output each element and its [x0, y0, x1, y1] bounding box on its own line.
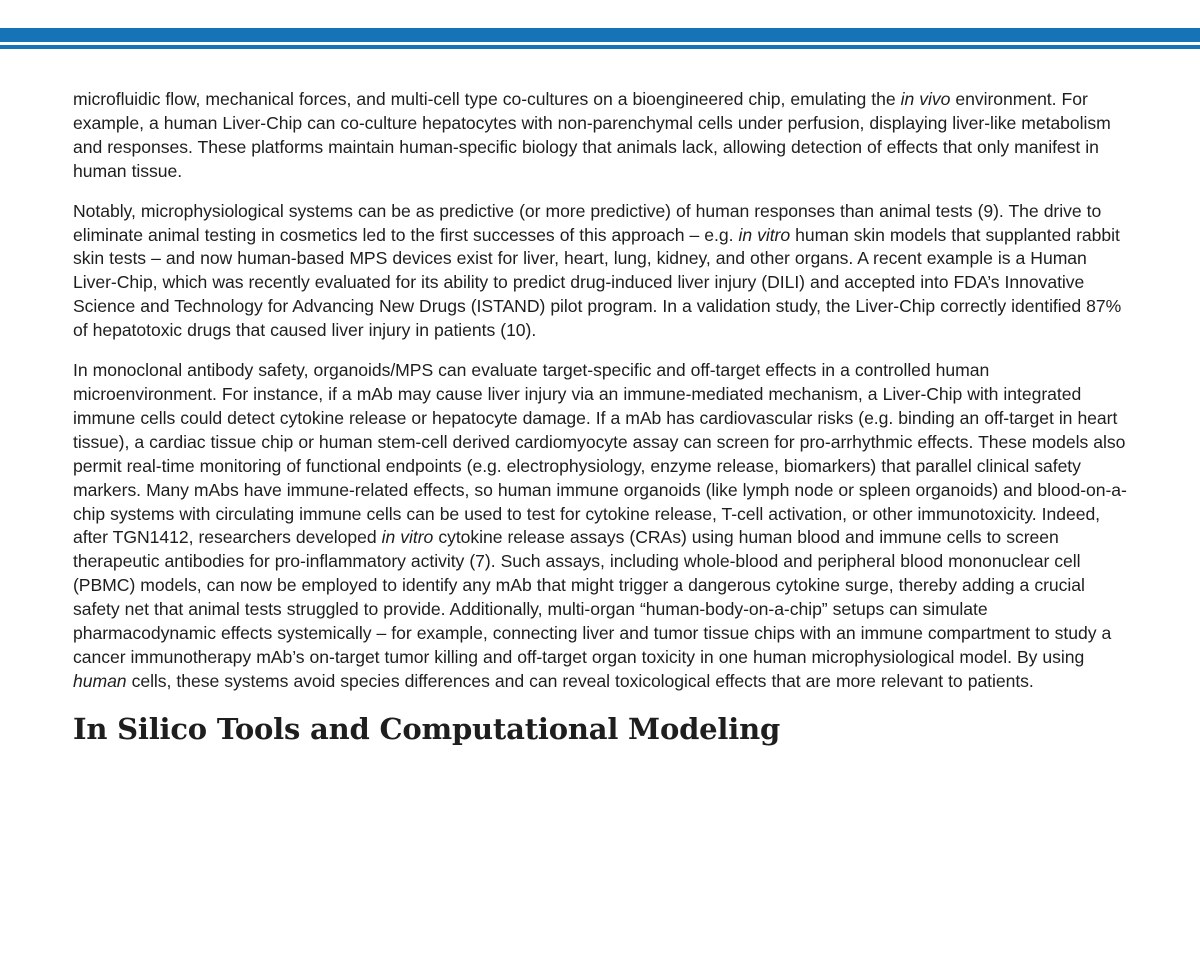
italic-term: in vivo	[900, 89, 951, 109]
article-body	[73, 88, 1133, 748]
text-run: In monoclonal antibody safety, organoids/MPS can evaluate target-specific and off-target effects in a controlled human microenvironment. For instance, if a mAb may cause liver injury via an immune-mediated mechanism, a Liver-Chip with integrated immune cells could detect cytokine release or hepatocyte damage. If a mAb has cardiovascular risks (e.g. binding an off-target in heart tissue), a cardiac tissue chip or human stem-cell derived cardiomyocyte assay can screen for pro-arrhythmic effects. These models also permit real-time monitoring of functional endpoints (e.g. electrophysiology, enzyme release, biomarkers) that parallel clinical safety markers. Many mAbs have immune-related effects, so human immune organoids (like lymph node or spleen organoids) and blood-on-a-chip systems with circulating immune cells can be used to test for cytokine release, T-cell activation, or other immunotoxicity. Indeed, after TGN1412, researchers developed	[73, 360, 1127, 548]
header-rule-thick	[0, 28, 1200, 42]
text-run: environment. For example, a human Liver-Chip can co-culture hepatocytes with non-parenchymal cells under perfusion, displaying liver-like metabolism and responses. These platforms maintain human-specific biology that animals lack, allowing detection of effects that only manifest in human tissue.	[73, 89, 1111, 181]
text-run: Notably, microphysiological systems can be as predictive (or more predictive) of human responses than animal tests (9). The drive to eliminate animal testing in cosmetics led to the first successes of this approach – e.g.	[73, 200, 1102, 245]
header-rule-thin	[0, 45, 1200, 49]
section-heading: In Silico Tools and Computational Modeling	[73, 711, 781, 746]
italic-term: human	[73, 670, 127, 691]
italic-term: in vitro	[738, 224, 791, 245]
paragraph-predictive-power	[73, 200, 1133, 343]
paragraph-mab-safety	[73, 359, 1133, 694]
text-run: cytokine release assays (CRAs) using human blood and immune cells to screen therapeutic antibodies for pro-inflammatory activity (7). Such assays, including whole-blood and peripheral blood mononuclear cell (PBMC) models, can now be employed to identify any mAb that might trigger a dangerous cytokine surge, thereby adding a crucial safety net that animal tests struggled to provide. Additionally, multi-organ “human-body-on-a-chip” setups can simulate pharmacodynamic effects systemically – for example, connecting liver and tumor tissue chips with an immune compartment to study a cancer immunotherapy mAb’s on-target tumor killing and off-target organ toxicity in one human microphysiological model. By using	[73, 527, 1112, 667]
paragraph-mps-intro	[73, 88, 1133, 184]
text-run: human skin models that supplanted rabbit skin tests – and now human-based MPS devices exist for liver, heart, lung, kidney, and other organs. A recent example is a Human Liver-Chip, which was recently evaluated for its ability to predict drug-induced liver injury (DILI) and accepted into FDA’s Innovative Science and Technology for Advancing New Drugs (ISTAND) pilot program. In a validation study, the Liver-Chip correctly identified 87% of hepatotoxic drugs that caused liver injury in patients (10).	[73, 224, 1122, 341]
text-run: microfluidic flow, mechanical forces, and multi-cell type co-cultures on a bioengineered chip, emulating the	[73, 89, 901, 109]
page-header-band	[0, 0, 1200, 55]
text-run: cells, these systems avoid species differences and can reveal toxicological effects that are more relevant to patients.	[126, 670, 1034, 691]
italic-term: in vitro	[381, 527, 434, 548]
